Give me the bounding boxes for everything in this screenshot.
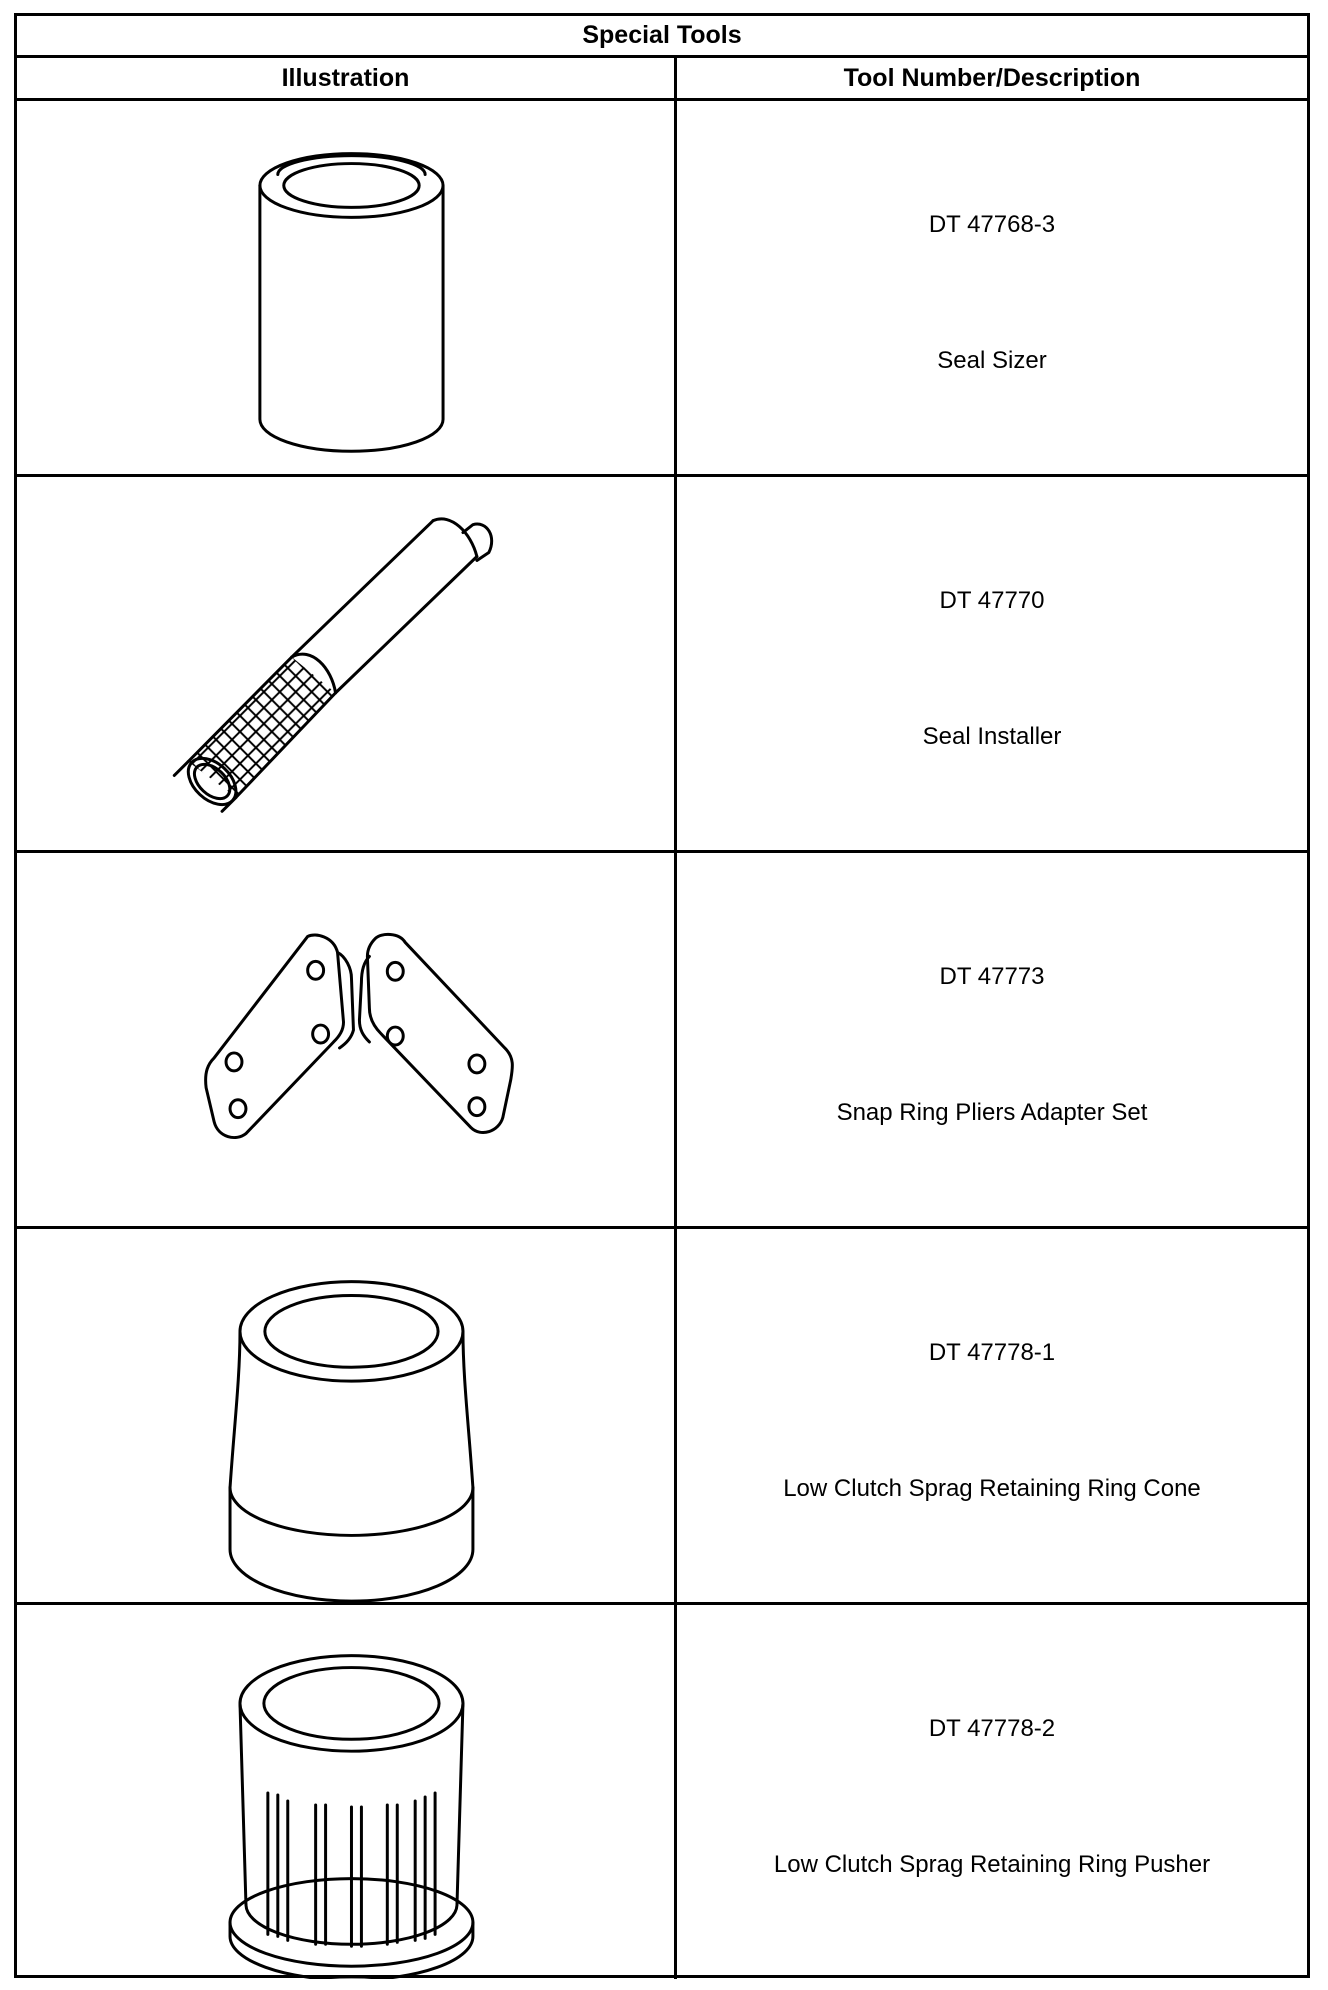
retaining-ring-cone-icon: [17, 1228, 674, 1604]
table-row: [17, 101, 1307, 477]
tool-number: DT 47768-3: [928, 211, 1056, 238]
illustration-cell: [17, 853, 677, 1226]
table-row: [17, 477, 1307, 853]
table-row: [17, 1229, 1307, 1605]
table-row: [17, 853, 1307, 1229]
illustration-cell: [17, 1605, 677, 1979]
table-title: Special Tools: [17, 16, 1307, 58]
tool-description-cell: [677, 101, 1307, 474]
tool-description-cell: [677, 1605, 1307, 1979]
tool-number: DT 47778-1: [928, 1339, 1056, 1366]
illustration-cell: [17, 477, 677, 850]
tool-description-cell: [677, 1229, 1307, 1602]
tool-description: Seal Installer: [922, 723, 1062, 750]
tool-description: Low Clutch Sprag Retaining Ring Pusher: [773, 1851, 1211, 1878]
tool-description: Seal Sizer: [937, 347, 1047, 374]
tool-description-cell: [677, 477, 1307, 850]
special-tools-table: [14, 13, 1310, 1978]
tool-number: DT 47770: [939, 587, 1045, 614]
snap-ring-pliers-adapter-icon: [17, 852, 674, 1228]
tool-description-cell: [677, 853, 1307, 1226]
table-header-row: [17, 58, 1307, 101]
retaining-ring-pusher-icon: [17, 1605, 674, 1979]
illustration-cell: [17, 101, 677, 474]
tool-number: DT 47773: [939, 963, 1045, 990]
tool-description: Low Clutch Sprag Retaining Ring Cone: [783, 1475, 1201, 1502]
tool-description: Snap Ring Pliers Adapter Set: [836, 1099, 1148, 1126]
seal-installer-icon: [17, 476, 674, 852]
tool-number: DT 47778-2: [928, 1715, 1056, 1742]
header-tool-number-description: Tool Number/Description: [843, 63, 1141, 92]
seal-sizer-icon: [17, 100, 674, 476]
header-illustration: Illustration: [17, 58, 677, 98]
illustration-cell: [17, 1229, 677, 1602]
table-row: [17, 1605, 1307, 1979]
